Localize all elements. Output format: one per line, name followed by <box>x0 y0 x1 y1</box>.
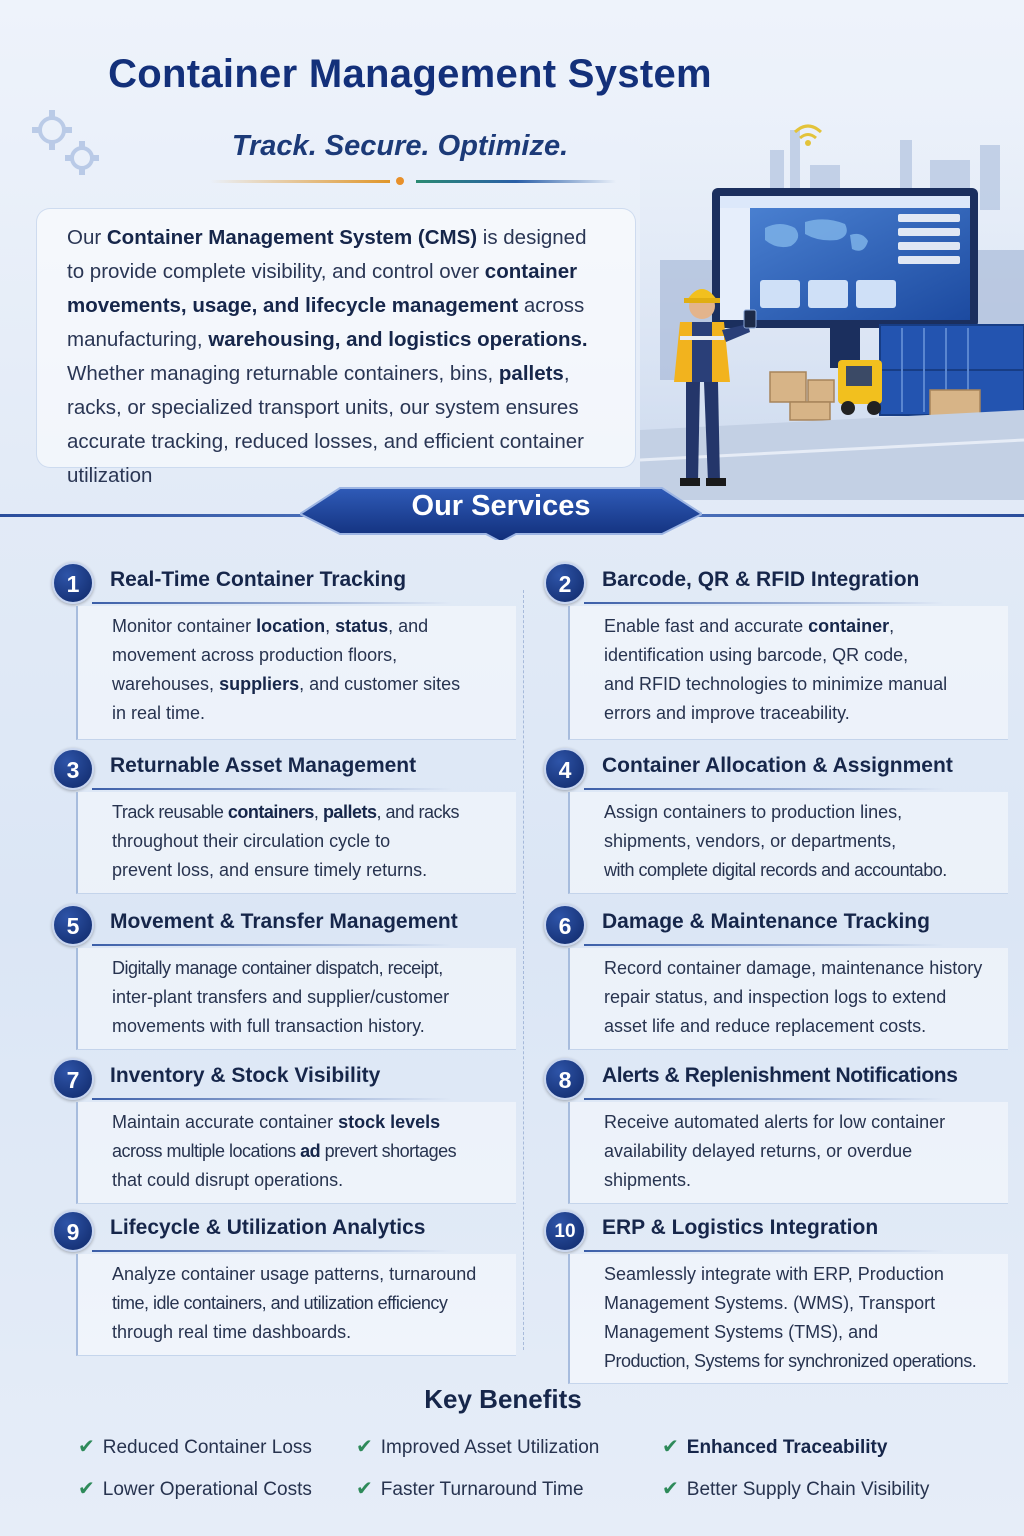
benefits-heading: Key Benefits <box>424 1384 582 1414</box>
intro-text: is designed to provide complete visibility, and control over <box>67 226 587 283</box>
intro-emphasis: container movements, usage, and lifecycle management <box>67 260 578 317</box>
service-title-underline <box>584 1098 944 1100</box>
service-number-badge: 1 <box>52 562 94 604</box>
service-number-badge: 5 <box>52 904 94 946</box>
intro-text: across manufacturing, <box>67 294 585 351</box>
service-number-badge: 3 <box>52 748 94 790</box>
service-description-line: through real time dashboards. <box>112 1322 352 1342</box>
service-description-line: warehouses, suppliers, and customer sites <box>112 674 461 694</box>
service-number-badge: 10 <box>544 1210 586 1252</box>
service-description-line: Record container damage, maintenance history <box>604 958 983 978</box>
service-description-line: Monitor container location, status, and <box>112 616 429 636</box>
service-title-underline <box>92 788 452 790</box>
service-description-line: across multiple locations ad prevert shortages <box>112 1141 457 1161</box>
service-number-badge: 4 <box>544 748 586 790</box>
check-icon: ✔ <box>356 1478 373 1500</box>
service-title-underline <box>92 944 452 946</box>
service-title: Real-Time Container Tracking <box>110 568 407 591</box>
service-description-line: Assign containers to production lines, <box>604 802 903 822</box>
service-number-badge: 9 <box>52 1210 94 1252</box>
benefit-label: Better Supply Chain Visibility <box>686 1479 930 1500</box>
column-separator <box>523 590 524 1350</box>
title-divider <box>210 176 630 186</box>
service-description-line: movement across production floors, <box>112 645 398 665</box>
check-icon: ✔ <box>78 1436 95 1458</box>
service-description-line: errors and improve traceability. <box>604 703 850 723</box>
service-title-underline <box>92 1250 452 1252</box>
service-description-line: Management Systems (TMS), and <box>604 1322 879 1342</box>
service-title: Container Allocation & Assignment <box>602 754 953 777</box>
service-description-line: repair status, and inspection logs to extend <box>604 987 947 1007</box>
service-description-line: availability delayed returns, or overdue <box>604 1141 913 1161</box>
intro-emphasis: warehousing, and logistics operations. <box>208 328 588 351</box>
service-title: Barcode, QR & RFID Integration <box>602 568 920 591</box>
service-title: Inventory & Stock Visibility <box>110 1064 381 1087</box>
service-description-line: Track reusable containers, pallets, and racks <box>112 802 460 822</box>
service-description-line: with complete digital records and accountabo. <box>604 860 947 880</box>
service-description <box>76 948 516 1050</box>
service-description <box>76 606 516 740</box>
services-heading: Our Services <box>411 490 591 522</box>
service-title-underline <box>92 602 452 604</box>
service-description-line: Production, Systems for synchronized operations. <box>604 1351 977 1371</box>
service-description <box>568 792 1008 894</box>
benefit-item <box>356 1434 599 1459</box>
service-number-badge: 6 <box>544 904 586 946</box>
service-description-line: inter-plant transfers and supplier/customer <box>112 987 450 1007</box>
service-description-line: asset life and reduce replacement costs. <box>604 1016 927 1036</box>
service-description <box>568 606 1008 740</box>
service-title-underline <box>584 788 944 790</box>
service-description <box>76 1102 516 1204</box>
service-description-line: shipments. <box>604 1170 692 1190</box>
service-description-line: identification using barcode, QR code, <box>604 645 909 665</box>
service-description-line: shipments, vendors, or departments, <box>604 831 897 851</box>
service-description-line: and RFID technologies to minimize manual <box>604 674 948 694</box>
service-title: Returnable Asset Management <box>110 754 417 777</box>
benefit-item <box>662 1476 929 1501</box>
service-description-line: prevent loss, and ensure timely returns. <box>112 860 428 880</box>
intro-emphasis: pallets <box>498 362 564 385</box>
intro-paragraph <box>36 208 636 487</box>
service-description-line: Analyze container usage patterns, turnaround <box>112 1264 477 1284</box>
service-description-line: Receive automated alerts for low container <box>604 1112 946 1132</box>
benefit-item <box>78 1434 312 1459</box>
benefit-label: Improved Asset Utilization <box>380 1437 600 1458</box>
service-title: Lifecycle & Utilization Analytics <box>110 1216 426 1239</box>
service-title-underline <box>584 1250 944 1252</box>
tablet-icon <box>744 310 756 328</box>
service-title: Movement & Transfer Management <box>110 910 458 933</box>
service-title: Damage & Maintenance Tracking <box>602 910 930 933</box>
service-title: Alerts & Replenishment Notifications <box>602 1064 958 1087</box>
service-description <box>568 1254 1008 1384</box>
benefit-item <box>662 1434 887 1459</box>
service-title-underline <box>92 1098 452 1100</box>
check-icon: ✔ <box>662 1436 679 1458</box>
benefit-item <box>78 1476 312 1501</box>
service-description-line: Digitally manage container dispatch, receipt, <box>112 958 443 978</box>
service-description-line: movements with full transaction history. <box>112 1016 425 1036</box>
logistics-illustration <box>640 110 1024 500</box>
service-number-badge: 2 <box>544 562 586 604</box>
service-description-line: Seamlessly integrate with ERP, Production <box>604 1264 944 1284</box>
service-description-line: time, idle containers, and utilization efficiency <box>112 1293 448 1313</box>
service-description-line: that could disrupt operations. <box>112 1170 344 1190</box>
intro-text: Whether managing returnable containers, bins, <box>67 362 499 385</box>
service-description <box>568 1102 1008 1204</box>
check-icon: ✔ <box>662 1478 679 1500</box>
benefit-label: Lower Operational Costs <box>102 1479 312 1500</box>
service-title-underline <box>584 944 944 946</box>
service-title-underline <box>584 602 944 604</box>
page-subtitle: Track. Secure. Optimize. <box>231 130 569 162</box>
intro-emphasis: Container Management System (CMS) <box>106 226 478 249</box>
intro-text: Our <box>67 226 107 249</box>
benefit-item <box>356 1476 584 1501</box>
service-description <box>568 948 1008 1050</box>
service-title: ERP & Logistics Integration <box>602 1216 879 1239</box>
check-icon: ✔ <box>78 1478 95 1500</box>
service-description <box>76 1254 516 1356</box>
service-number-badge: 8 <box>544 1058 586 1100</box>
service-description <box>76 792 516 894</box>
benefit-label: Faster Turnaround Time <box>380 1479 584 1500</box>
service-description-line: in real time. <box>112 703 206 723</box>
page-title: Container Management System <box>108 52 712 96</box>
service-description-line: Management Systems. (WMS), Transport <box>604 1293 936 1313</box>
check-icon: ✔ <box>356 1436 373 1458</box>
benefit-label: Reduced Container Loss <box>102 1437 312 1458</box>
service-description-line: Enable fast and accurate container, <box>604 616 895 636</box>
benefit-label: Enhanced Traceability <box>686 1437 888 1458</box>
service-description-line: Maintain accurate container stock levels <box>112 1112 441 1132</box>
service-number-badge: 7 <box>52 1058 94 1100</box>
service-description-line: throughout their circulation cycle to <box>112 831 391 851</box>
intro-text: , racks, or specialized transport units, our system ensures accurate tracking, reduced losses, and efficient container utilization <box>67 362 584 487</box>
